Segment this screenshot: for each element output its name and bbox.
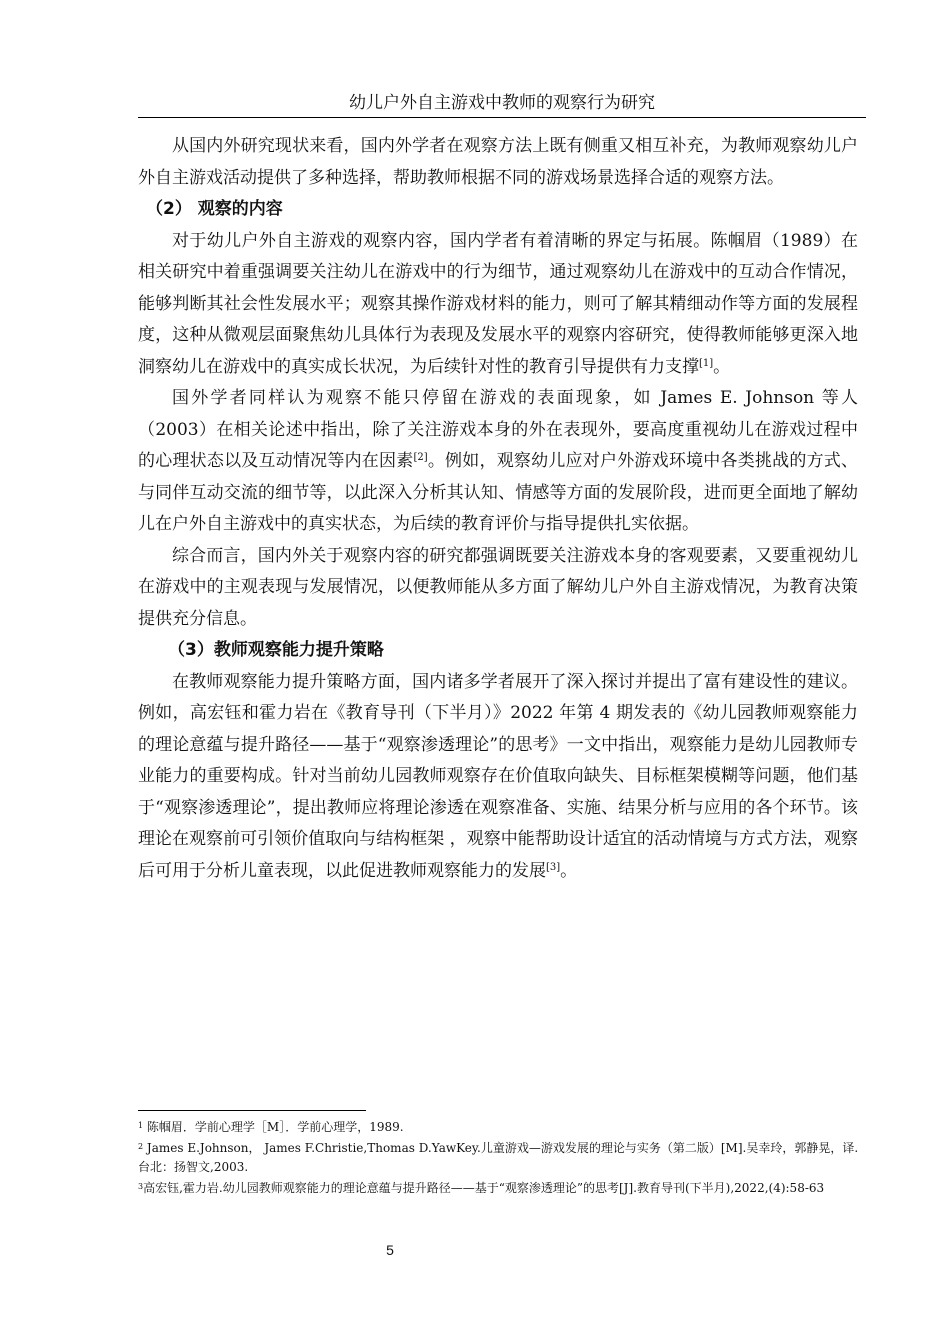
main-text <box>138 131 858 887</box>
paragraph-text: 。例如，观察幼儿应对户外游戏环境中各类挑战的方式、与同伴互动交流的细节等，以此深入分析其认知、情感等方面的发展阶段，进而更全面地了解幼儿在户外自主游戏中的真实状态，为后续的教育评价与指导提供扎实依据。 <box>138 451 859 534</box>
footnote-text: 陈帼眉．学前心理学［M］．学前心理学，1989. <box>143 1120 404 1134</box>
paragraph-text: 对于幼儿户外自主游戏的观察内容，国内学者有着清晰的界定与拓展。陈帼眉（1989）在相关研究中着重强调要关注幼儿在游戏中的行为细节，通过观察幼儿在游戏中的互动合作情况，能够判断其社会性发展水平；观察其操作游戏材料的能力，则可了解其精细动作等方面的发展程度，这种从微观层面聚焦幼儿具体行为表现及发展水平的观察内容研究，使得教师能够更深入地洞察幼儿在游戏中的真实成长状况，为后续针对性的教育引导提供有力支撑 <box>138 230 858 377</box>
footnotes <box>138 1116 860 1198</box>
citation-1[interactable]: [1] <box>699 357 714 369</box>
footnote-3 <box>138 1177 860 1198</box>
footnote-text: James E.Johnson， James F.Christie,Thomas D.YawKey.儿童游戏—游戏发展的理论与实务（第二版）[M].吴幸玲，郭静晃，译.台北：扬智文,2003. <box>138 1141 859 1174</box>
footnote-mark: 1 <box>138 1121 144 1130</box>
footnote-text: 高宏钰,霍力岩.幼儿园教师观察能力的理论意蕴与提升路径——基于“观察渗透理论”的思考[J].教育导刊(下半月),2022,(4):58-63 <box>143 1181 825 1195</box>
paragraph-end: 。 <box>713 356 731 377</box>
paragraph-strategy <box>138 667 858 888</box>
footnote-mark: 3 <box>138 1182 144 1191</box>
citation-2[interactable]: [2] <box>413 452 428 463</box>
header-rule <box>138 117 866 118</box>
paragraph-domestic-research <box>138 226 858 384</box>
paragraph-synthesis: 综合而言，国内外关于观察内容的研究都强调既要关注游戏本身的客观要素，又要重视幼儿在游戏中的主观表现与发展情况，以便教师能从多方面了解幼儿户外自主游戏情况，为教育决策提供充分信息。 <box>138 545 858 629</box>
footnote-mark: 2 <box>138 1142 144 1151</box>
page-number: 5 <box>386 1242 394 1258</box>
paragraph-text: 在教师观察能力提升策略方面，国内诸多学者展开了深入探讨并提出了富有建设性的建议。例如，高宏钰和霍力岩在《教育导刊（下半月）》2022 年第 4 期发表的《幼儿园教师观察能力的理论意蕴与提升路径——基于“观察渗透理论”的思考》一文中指出，观察能力是幼儿园教师专业能力的重要构成。针对当前幼儿园教师观察存在价值取向缺失、目标框架模糊等问题，他们基于“观察渗透理论”，提出教师应将理论渗透在观察准备、实施、结果分析与应用的各个环节。该理论在观察前可引领价值取向与结构框架 ，观察中能帮助设计适宜的活动情境与方式方法，观察后可用于分析儿童表现，以此促进教师观察能力的发展 <box>138 671 858 881</box>
footnote-separator <box>138 1110 366 1111</box>
citation-3[interactable]: [3] <box>546 861 561 873</box>
paragraph-foreign-research <box>138 383 858 541</box>
paragraph-text: 国外学者同样认为观察不能只停留在游戏的表面现象，如 James E. Johnson 等人（2003）在相关论述中指出，除了关注游戏本身的外在表现外，要高度重视幼儿在游戏过程中的心理状态以及互动情况等内在因素 <box>138 388 858 471</box>
footnote-1 <box>138 1116 860 1137</box>
paragraph-summary: 从国内外研究现状来看，国内外学者在观察方法上既有侧重又相互补充，为教师观察幼儿户外自主游戏活动提供了多种选择，帮助教师根据不同的游戏场景选择合适的观察方法。 <box>138 136 858 188</box>
section-heading-strategy: （3）教师观察能力提升策略 <box>168 640 384 660</box>
running-header-title: 幼儿户外自主游戏中教师的观察行为研究 <box>349 93 655 113</box>
paragraph-end: 。 <box>560 860 578 881</box>
section-heading-observation-content: （2） 观察的内容 <box>146 199 283 219</box>
footnote-2 <box>138 1137 860 1177</box>
